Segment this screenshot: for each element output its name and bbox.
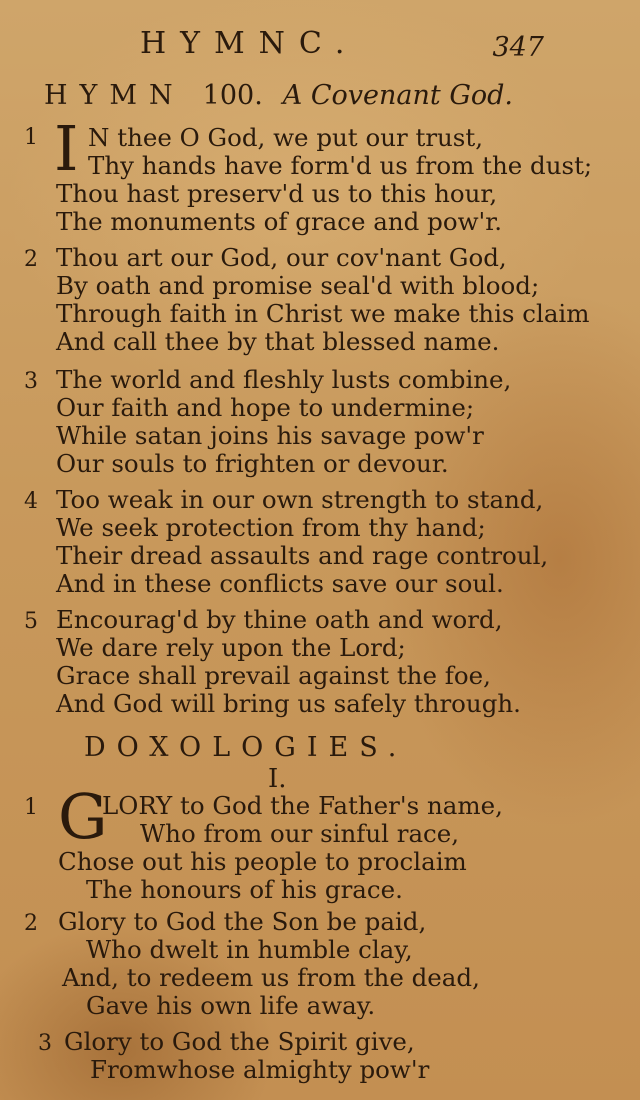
page-number: 347 xyxy=(492,32,544,63)
doxologies-heading: DOXOLOGIES. xyxy=(84,732,408,763)
verse-line: Gave his own life away. xyxy=(86,991,376,1020)
verse-line: LORY to God the Father's name, xyxy=(102,791,503,820)
verse-line: And call thee by that blessed name. xyxy=(56,327,500,356)
verse-line: And, to redeem us from the dead, xyxy=(62,963,480,992)
verse-line: And in these conflicts save our soul. xyxy=(56,569,504,598)
hymn-subject: A Covenant God. xyxy=(282,80,514,111)
verse-line: Through faith in Christ we make this claim xyxy=(56,299,590,328)
hymn-title xyxy=(44,80,604,111)
verse-line: Their dread assaults and rage controul, xyxy=(56,541,549,570)
verse-line: Thou art our God, our cov'nant God, xyxy=(56,243,507,272)
verse-line: Our faith and hope to undermine; xyxy=(56,393,475,422)
stanza-number: 3 xyxy=(24,369,38,394)
verse-line: Glory to God the Spirit give, xyxy=(64,1027,415,1056)
verse-line: Chose out his people to proclaim xyxy=(58,847,467,876)
verse-line: Glory to God the Son be paid, xyxy=(58,907,427,936)
stanza-number: 1 xyxy=(24,125,38,150)
stanza-number: 4 xyxy=(24,489,38,514)
hymn-number: 100. xyxy=(202,80,263,111)
verse-line: We seek protection from thy hand; xyxy=(56,513,486,542)
verse-line: The monuments of grace and pow'r. xyxy=(56,207,503,236)
stanza-number: 1 xyxy=(24,795,38,820)
verse-line: The honours of his grace. xyxy=(86,875,403,904)
verse-line: Grace shall prevail against the foe, xyxy=(56,661,491,690)
stanza-number: 2 xyxy=(24,911,38,936)
verse-line: Fromwhose almighty pow'r xyxy=(90,1055,430,1084)
verse-line: Too weak in our own strength to stand, xyxy=(56,485,544,514)
stanza-number: 2 xyxy=(24,247,38,272)
drop-cap: G xyxy=(58,780,108,853)
running-title: HYMNC. xyxy=(140,26,359,61)
verse-line: Thy hands have form'd us from the dust; xyxy=(88,151,593,180)
verse-line: We dare rely upon the Lord; xyxy=(56,633,406,662)
verse-line: Who dwelt in humble clay, xyxy=(86,935,413,964)
verse-line: Who from our sinful race, xyxy=(140,819,460,848)
verse-line: And God will bring us safely through. xyxy=(56,689,521,718)
verse-line: Our souls to frighten or devour. xyxy=(56,449,449,478)
verse-line: Encourag'd by thine oath and word, xyxy=(56,605,503,634)
verse-line: While satan joins his savage pow'r xyxy=(56,421,484,450)
verse-line: By oath and promise seal'd with blood; xyxy=(56,271,540,300)
verse-line: N thee O God, we put our trust, xyxy=(88,123,484,152)
doxology-section-number: I. xyxy=(268,764,287,794)
verse-line: The world and fleshly lusts combine, xyxy=(56,365,512,394)
verse-line: Thou hast preserv'd us to this hour, xyxy=(56,179,498,208)
running-head xyxy=(0,26,640,70)
stanza-number: 5 xyxy=(24,609,38,634)
stanza-number: 3 xyxy=(38,1031,52,1056)
drop-cap: I xyxy=(54,112,79,185)
hymn-label: HYMN xyxy=(44,80,185,111)
